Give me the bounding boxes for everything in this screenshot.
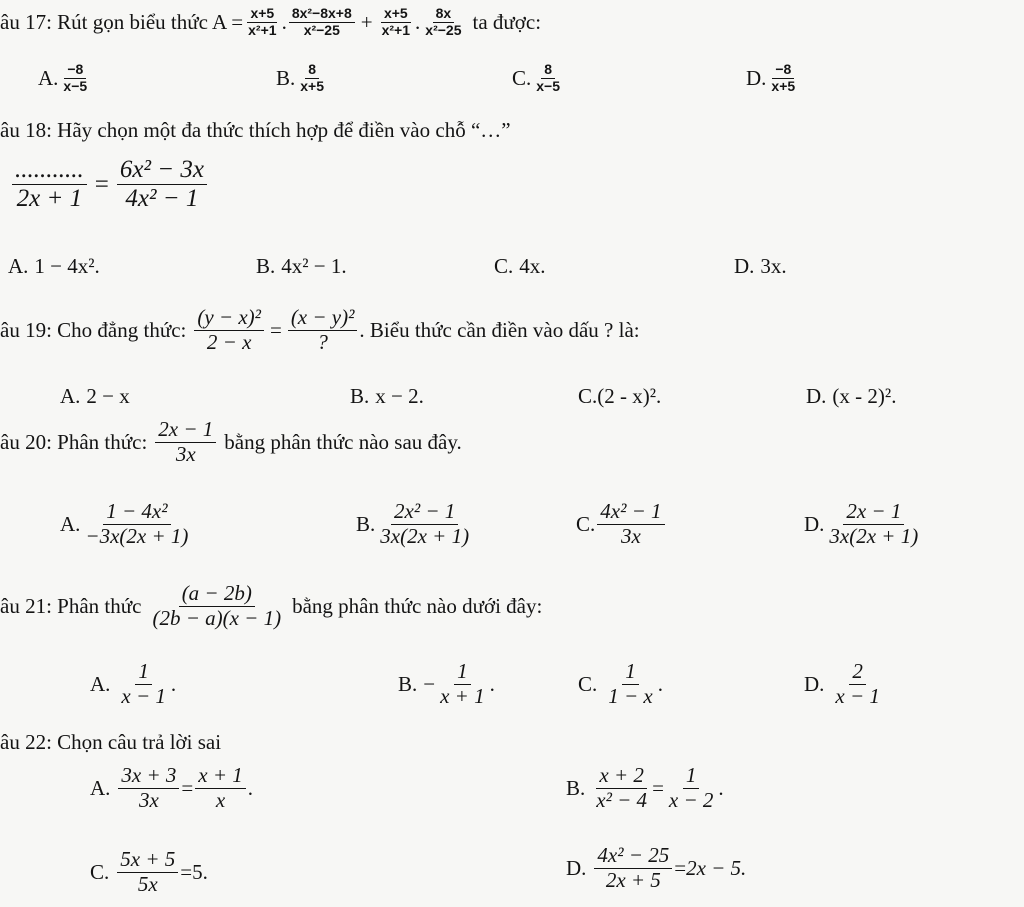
q21-option-d[interactable]: D. $\frac{2}{x - 1}$ (804, 659, 880, 708)
question-19 (0, 306, 640, 354)
q20-tail: bằng phân thức nào sau đây. (224, 429, 462, 454)
question-18-label: âu 18: Hãy chọn một đa thức thích hợp để điền vào chỗ “…” (0, 118, 511, 142)
q21-option-b[interactable]: B. − $\frac{1}{x + 1}$ . (398, 659, 495, 708)
q19-tail: . Biểu thức cần điền vào dấu ? là: (359, 317, 640, 342)
q21-option-c[interactable]: C. $\frac{1}{1 - x}$ . (578, 659, 664, 708)
q17-dot-1: . (281, 9, 287, 34)
question-21 (0, 582, 542, 630)
q18-lhs: $\frac{...........}{2x + 1}$ (12, 156, 87, 213)
q20-option-b[interactable]: B. $\frac{\text{2x² − 1}}{3x(2x + 1)}$ (356, 499, 470, 548)
question-21-label: âu 21: Phân thức (0, 593, 142, 618)
q17-term-1: $\frac{x+5}{\text{x²+1}}$ (248, 5, 277, 38)
q20-fraction: $\frac{2x - 1}{3x}$ (155, 418, 216, 466)
q20-option-c[interactable]: C. $\frac{\text{4x² − 1}}{3x}$ (576, 500, 667, 548)
q17-term-3: $\frac{x+5}{\text{x²+1}}$ (381, 5, 411, 38)
q17-option-c[interactable]: C. $\frac{8}{x-5}$ (512, 61, 561, 94)
q17-term-2: $\frac{\text{8x²−8x+8}}{\text{x²−25}}$ (289, 6, 355, 38)
q22-option-c[interactable]: C. $\frac{5x + 5}{5x}$ = 5. (90, 847, 208, 896)
q19-option-c[interactable]: C. (2 - x)². (578, 384, 662, 408)
q18-equation (10, 156, 209, 213)
q17-option-b[interactable]: B. $\frac{8}{x+5}$ (276, 61, 325, 94)
q22-option-a[interactable]: A. $\frac{3x + 3}{3x}$ = $\frac{x + 1}{x}$ . (90, 763, 254, 812)
q21-tail: bằng phân thức nào dưới đây: (292, 593, 543, 618)
q19-rhs: $\frac{\text{(x − y)²}}{?}$ (288, 306, 358, 354)
question-17 (0, 6, 541, 38)
q17-plus: + (360, 9, 373, 34)
q18-option-d[interactable]: D. 3x. (734, 254, 787, 278)
question-22-label: âu 22: Chọn câu trả lời sai (0, 730, 222, 754)
q17-dot-2: . (415, 9, 421, 34)
q20-option-d[interactable]: D. $\frac{2x - 1}{3x(2x + 1)}$ (804, 499, 919, 548)
q19-option-d[interactable]: D. (x - 2)². (806, 384, 897, 408)
q17-option-d[interactable]: D. $\frac{-8}{x+5}$ (746, 61, 796, 94)
question-17-label: âu 17: Rút gọn biểu thức A = (0, 9, 244, 34)
q20-option-a[interactable]: A. $\frac{\text{1 − 4x²}}{-3x(2x + 1)}$ (60, 499, 189, 548)
q17-option-a[interactable]: A. $\frac{-8}{x-5}$ (38, 61, 88, 94)
q18-equals: = (94, 170, 109, 198)
question-19-label: âu 19: Cho đẳng thức: (0, 317, 187, 342)
question-20-label: âu 20: Phân thức: (0, 429, 148, 454)
question-22 (0, 730, 221, 755)
q18-rhs: $\frac{\text{6x² − 3x}}{\text{4x² − 1}}$ (117, 156, 207, 213)
q21-fraction: $\frac{(a - 2b)}{(2b - a)(x - 1)}$ (152, 581, 282, 630)
q19-lhs: $\frac{\text{(y − x)²}}{2 - x}$ (194, 306, 264, 354)
q19-option-a[interactable]: A. 2 − x (60, 384, 130, 408)
q18-option-b[interactable]: B. 4x² − 1. (256, 254, 347, 278)
q18-option-c[interactable]: C. 4x. (494, 254, 546, 278)
q17-tail: ta được: (472, 9, 542, 34)
q18-option-a[interactable]: A. 1 − 4x². (8, 254, 100, 278)
q19-equals: = (269, 317, 282, 342)
question-18 (0, 118, 511, 143)
q22-option-d[interactable]: D. $\frac{\text{4x² − 25}}{2x + 5}$ = 2x − 5. (566, 843, 747, 892)
q19-option-b[interactable]: B. x − 2. (350, 384, 424, 408)
question-20 (0, 418, 462, 466)
q22-option-b[interactable]: B. $\frac{x + 2}{\text{x² − 4}}$ = $\frac{1}{x - 2}$ . (566, 763, 724, 812)
q21-option-a[interactable]: A. $\frac{1}{x - 1}$ . (90, 659, 177, 708)
q17-term-4: $\frac{8x}{\text{x²−25}}$ (425, 5, 462, 38)
